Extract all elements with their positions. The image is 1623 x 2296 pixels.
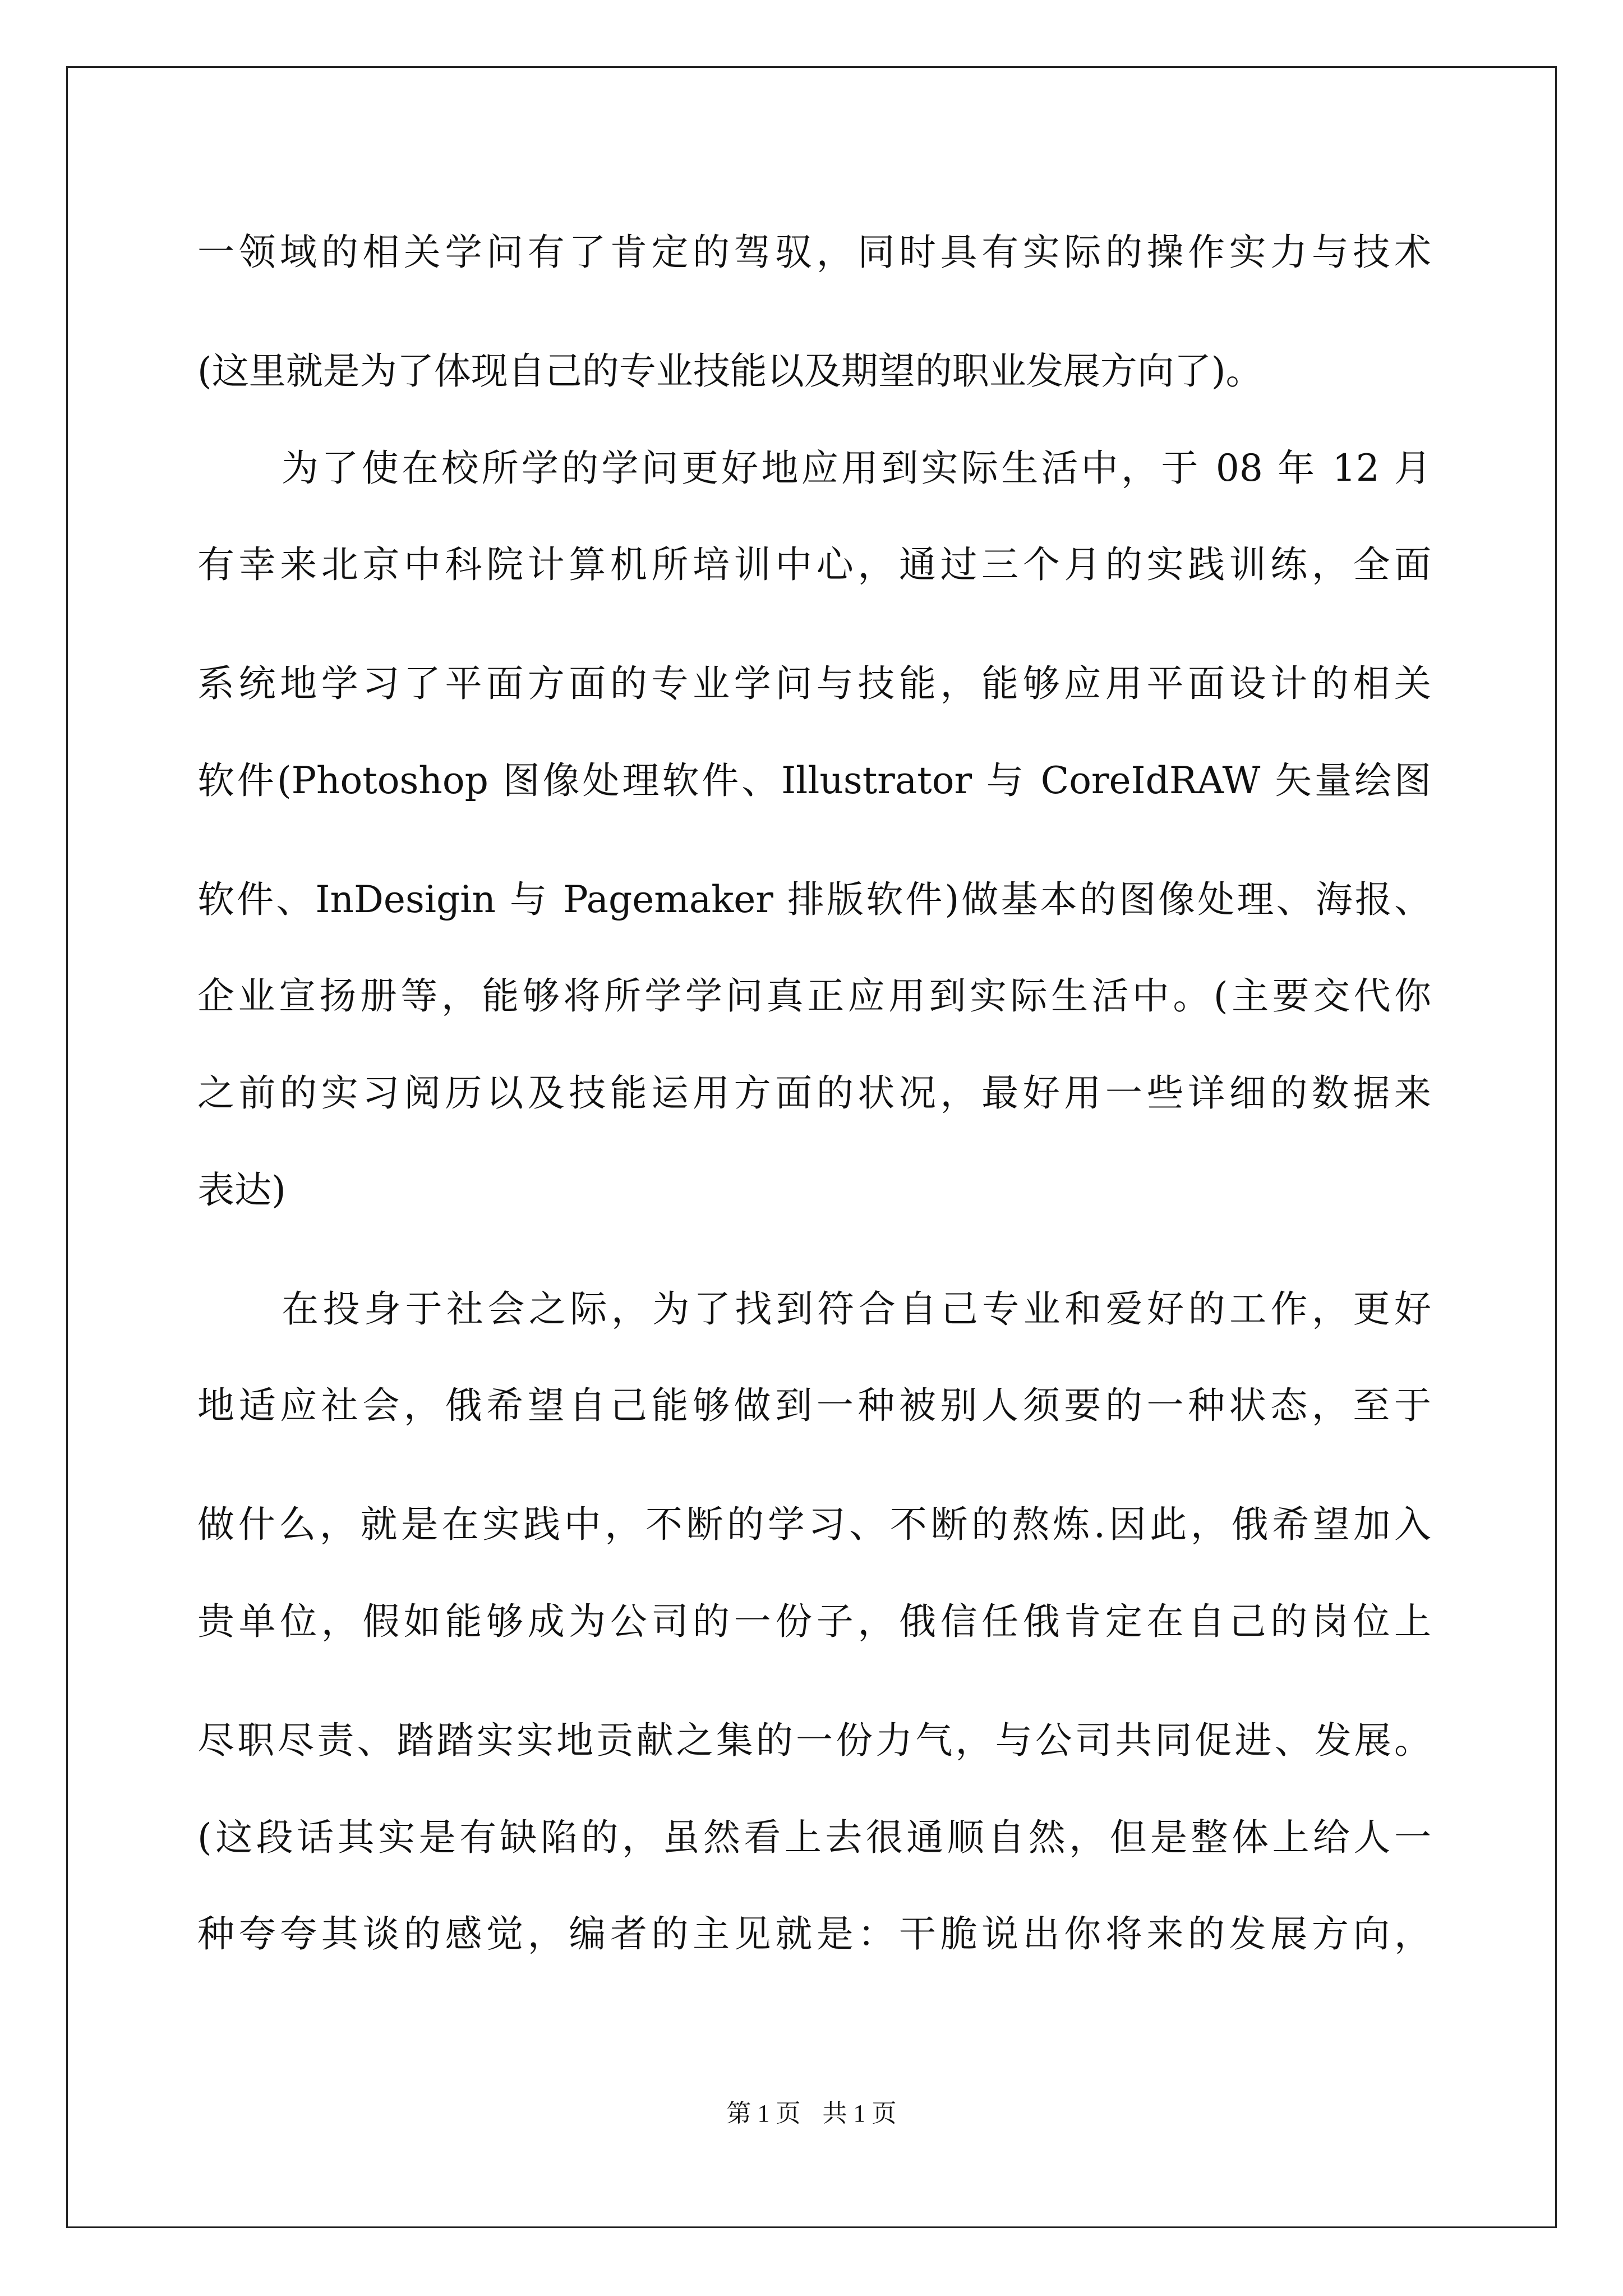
text-line: 企业宣扬册等，能够将所学学问真正应用到实际生活中。(主要交代你: [197, 974, 1431, 1018]
text-line: 为了使在校所学的学问更好地应用到实际生活中，于 08 年 12 月: [282, 447, 1431, 490]
text-line: 尽职尽责、踏踏实实地贡献之集的一份力气，与公司共同促进、发展。: [197, 1719, 1431, 1762]
text-line: 种夸夸其谈的感觉，编者的主见就是：干脆说出你将来的发展方向，: [197, 1912, 1431, 1955]
text-line: 一领域的相关学问有了肯定的驾驭，同时具有实际的操作实力与技术: [197, 231, 1431, 274]
page-number: 第 1 页: [726, 2100, 801, 2127]
page-total: 共 1 页: [822, 2100, 897, 2127]
page-footer: [0, 2097, 1623, 2131]
text-line: (这里就是为了体现自己的专业技能以及期望的职业发展方向了)。: [197, 349, 1263, 393]
text-line: 系统地学习了平面方面的专业学问与技能，能够应用平面设计的相关: [197, 662, 1431, 705]
text-line: 软件(Photoshop 图像处理软件、Illustrator 与 CoreIdRAW 矢量绘图: [197, 759, 1431, 802]
text-line: 软件、InDesigin 与 Pagemaker 排版软件)做基本的图像处理、海报、: [197, 878, 1431, 921]
text-line: 在投身于社会之际，为了找到符合自己专业和爱好的工作，更好: [282, 1287, 1431, 1331]
text-line: 地适应社会，俄希望自己能够做到一种被别人须要的一种状态，至于: [197, 1384, 1431, 1427]
text-line: 贵单位，假如能够成为公司的一份子，俄信任俄肯定在自己的岗位上: [197, 1600, 1431, 1643]
text-line: 之前的实习阅历以及技能运用方面的状况，最好用一些详细的数据来: [197, 1071, 1431, 1115]
text-line: 做什么，就是在实践中，不断的学习、不断的熬炼.因此，俄希望加入: [197, 1503, 1431, 1546]
text-line: 表达): [197, 1168, 286, 1212]
text-line: (这段话其实是有缺陷的，虽然看上去很通顺自然，但是整体上给人一: [197, 1816, 1431, 1859]
text-line: 有幸来北京中科院计算机所培训中心，通过三个月的实践训练，全面: [197, 543, 1431, 586]
